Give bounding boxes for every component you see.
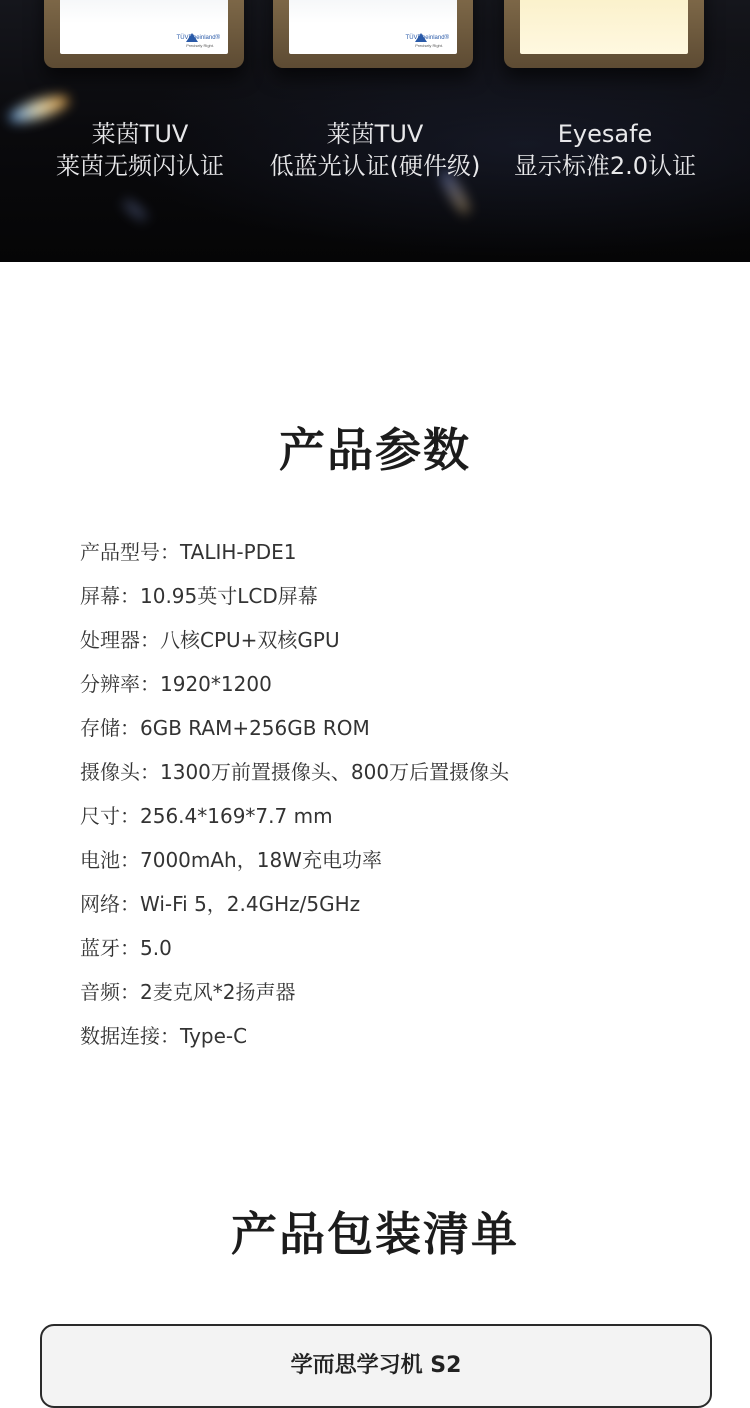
package-card-title: 学而思学习机 S2 (290, 1353, 462, 1378)
tuv-logo-text: TÜVRheinland® (176, 35, 220, 41)
certificate-paper (289, 0, 457, 54)
tuv-logo-tagline: Precisely Right. (415, 43, 443, 48)
certificate-frame-eyesafe (504, 0, 704, 68)
spec-item-size: 尺寸：256.4*169*7.7 mm (80, 804, 333, 828)
package-list-card (40, 1324, 712, 1408)
spec-item-screen: 屏幕：10.95英寸LCD屏幕 (80, 584, 318, 608)
spec-item-battery: 电池：7000mAh，18W充电功率 (80, 848, 382, 872)
light-flare (120, 197, 149, 224)
tuv-logo-text: TÜVRheinland® (405, 35, 449, 41)
spec-item-resolution: 分辨率：1920*1200 (80, 672, 272, 696)
spec-section-title: 产品参数 (279, 423, 471, 477)
certification-caption (25, 118, 255, 182)
certification-caption (260, 118, 490, 182)
certification-name: 莱茵无频闪认证 (56, 152, 224, 180)
certification-caption (490, 118, 720, 182)
spec-item-connector: 数据连接：Type-C (80, 1024, 248, 1048)
tuv-logo-tagline: Precisely Right. (186, 43, 214, 48)
spec-item-processor: 处理器：八核CPU+双核GPU (80, 628, 340, 652)
package-section-title: 产品包装清单 (231, 1207, 519, 1261)
certification-name: 显示标准2.0认证 (513, 152, 697, 180)
spec-item-camera: 摄像头：1300万前置摄像头、800万后置摄像头 (80, 760, 510, 784)
spec-item-model: 产品型号：TALIH-PDE1 (80, 540, 297, 564)
spec-list (80, 532, 700, 1060)
certification-org: Eyesafe (557, 120, 653, 148)
spec-item-audio: 音频：2麦克风*2扬声器 (80, 980, 296, 1004)
certificate-paper (60, 0, 228, 54)
certificate-paper (520, 0, 688, 54)
spec-item-network: 网络：Wi-Fi 5，2.4GHz/5GHz (80, 892, 361, 916)
certificate-frame-tuv-bluelight (273, 0, 473, 68)
spec-item-bluetooth: 蓝牙：5.0 (80, 936, 172, 960)
certification-org: 莱茵TUV (91, 120, 189, 148)
certificate-frame-tuv-flicker (44, 0, 244, 68)
certification-banner (0, 0, 750, 262)
certification-name: 低蓝光认证(硬件级) (269, 152, 481, 180)
spec-item-storage: 存储：6GB RAM+256GB ROM (80, 716, 370, 740)
certification-org: 莱茵TUV (326, 120, 424, 148)
